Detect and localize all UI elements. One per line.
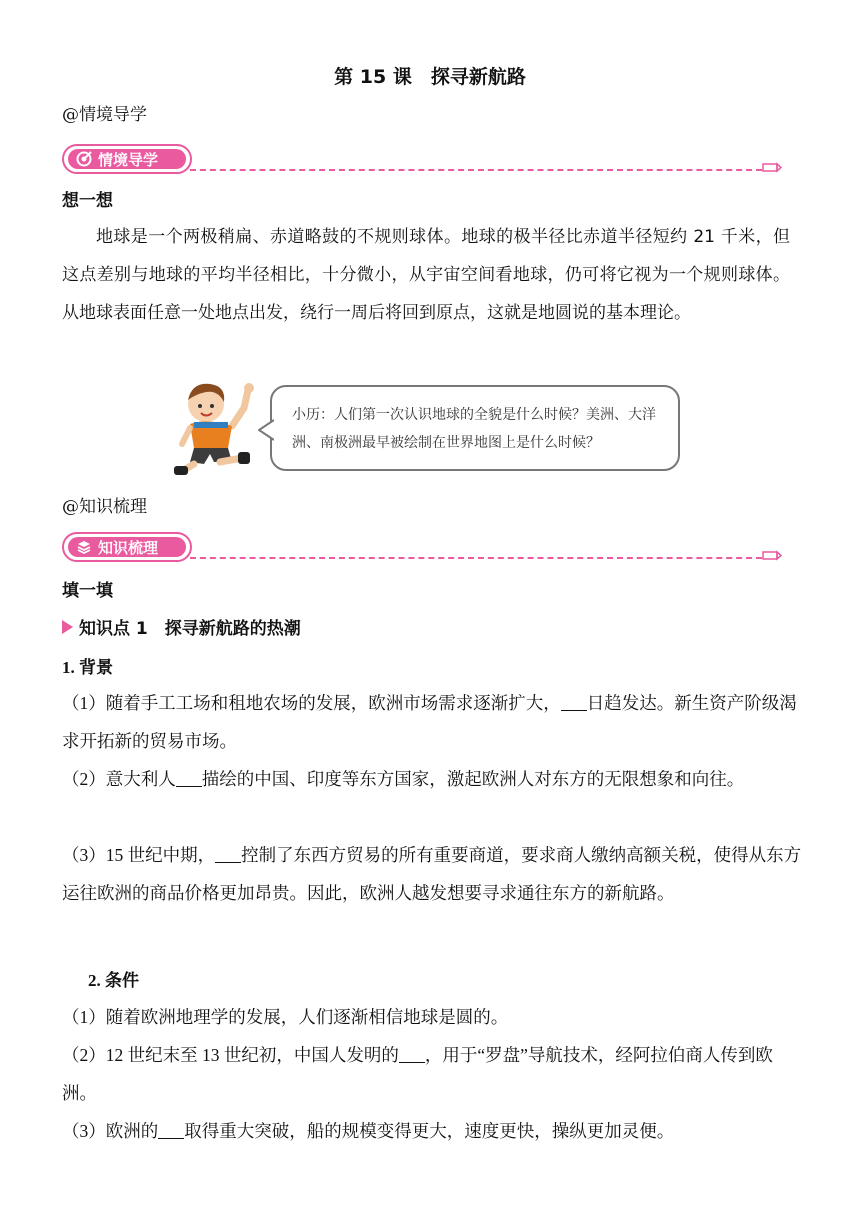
heading-think: 想一想 xyxy=(62,191,113,211)
bubble-text: 小历：人们第一次认识地球的全貌是什么时候？美洲、大洋洲、南极洲最早被绘制在世界地图上是什么时候？ xyxy=(292,407,656,451)
dashed-divider xyxy=(190,557,762,559)
section-ref-situation: @情境导学 xyxy=(62,105,147,125)
text-segment: （1）随着手工工场和租地农场的发展，欧洲市场需求逐渐扩大， xyxy=(62,693,561,713)
page-title: 第 15 课 探寻新航路 xyxy=(334,66,526,88)
conditions-title: 2. 条件 xyxy=(88,971,139,990)
fill-blank[interactable] xyxy=(158,1120,184,1139)
text-segment: （2）12 世纪末至 13 世纪初，中国人发明的 xyxy=(62,1045,399,1065)
pencil-icon xyxy=(762,549,782,563)
boy-illustration xyxy=(170,378,270,478)
banner-label: 知识梳理 xyxy=(98,538,159,557)
banner-situation xyxy=(62,142,782,180)
intro-paragraph: 地球是一个两极稍扁、赤道略鼓的不规则球体。地球的极半径比赤道半径短约 21 千米，但这点差别与地球的平均半径相比，十分微小，从宇宙空间看地球，仍可将它视为一个规则球体。从地球表面任意一处地点出发，绕行一周后将回到原点，这就是地圆说的基本理论。 xyxy=(62,227,790,323)
text-segment: 日趋发达。新生资产阶级渴求开拓新的贸易市场。 xyxy=(62,693,797,751)
banner-pill xyxy=(62,532,192,562)
text-segment: （3）欧洲的 xyxy=(62,1121,159,1141)
background-item-3 xyxy=(62,836,802,912)
banner-knowledge xyxy=(62,530,782,568)
text-segment: ，用于“罗盘”导航技术，经阿拉伯商人传到欧洲。 xyxy=(62,1045,773,1103)
triangle-bullet-icon xyxy=(62,620,73,634)
condition-item-3 xyxy=(62,1112,802,1150)
pencil-icon xyxy=(762,161,782,175)
dashed-divider xyxy=(190,169,762,171)
knowledge-point-label: 知识点 1 探寻新航路的热潮 xyxy=(79,619,301,639)
fill-blank[interactable] xyxy=(215,844,241,863)
section-ref-knowledge: @知识梳理 xyxy=(62,497,147,517)
speech-bubble xyxy=(270,385,680,471)
text-segment: 描绘的中国、印度等东方国家，激起欧洲人对东方的无限想象和向往。 xyxy=(201,769,745,789)
banner-label: 情境导学 xyxy=(98,150,159,169)
fill-blank[interactable] xyxy=(561,692,587,711)
text-segment: 取得重大突破，船的规模变得更大，速度更快，操纵更加灵便。 xyxy=(184,1121,675,1141)
background-title: 1. 背景 xyxy=(62,658,113,677)
text-segment: （3）15 世纪中期， xyxy=(62,845,216,865)
knowledge-point-1 xyxy=(62,614,301,639)
target-icon xyxy=(76,151,92,167)
text-segment: （2）意大利人 xyxy=(62,769,176,789)
bubble-tail xyxy=(258,419,274,441)
heading-fill: 填一填 xyxy=(62,581,113,601)
banner-pill xyxy=(62,144,192,174)
fill-blank[interactable] xyxy=(176,768,202,787)
text-segment: 控制了东西方贸易的所有重要商道，要求商人缴纳高额关税，使得从东方运往欧洲的商品价格更加昂贵。因此，欧洲人越发想要寻求通往东方的新航路。 xyxy=(62,845,802,903)
background-item-1 xyxy=(62,684,802,760)
stack-icon xyxy=(76,539,92,555)
background-item-2 xyxy=(62,760,802,798)
condition-item-2 xyxy=(62,1036,802,1112)
fill-blank[interactable] xyxy=(399,1044,425,1063)
condition-item-1: （1）随着欧洲地理学的发展，人们逐渐相信地球是圆的。 xyxy=(62,1007,509,1027)
